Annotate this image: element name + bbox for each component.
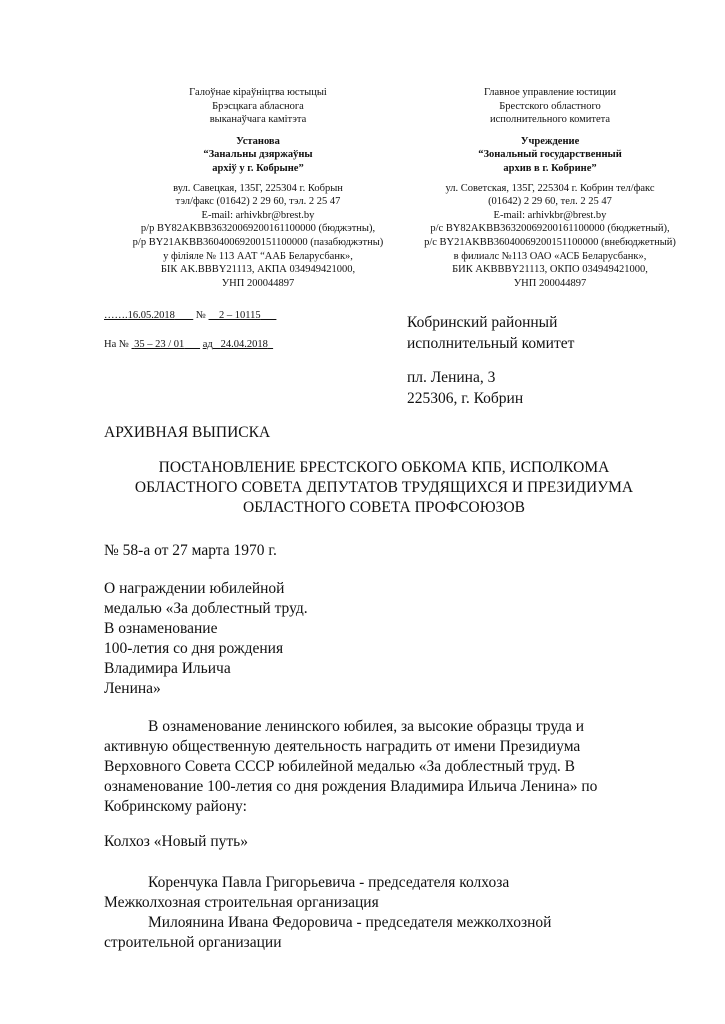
body-line: активную общественную деятельность наградить от имени Президиума <box>104 738 581 755</box>
left-contact-line: тэл/факс (01642) 2 29 60, тэл. 2 25 47 <box>175 196 341 208</box>
resolution-heading <box>104 458 664 518</box>
left-org-line: Галоўнае кіраўніцтва юстыцыі <box>189 87 327 98</box>
body-line: Кобринскому району: <box>104 798 247 815</box>
incoming-reference <box>104 339 273 350</box>
left-contact-line: р/р BY82AKBB36320069200161100000 (бюджэтны), <box>140 223 376 235</box>
subject-line: медалью «За доблестный труд. <box>104 600 308 617</box>
address-line: 225306, г. Кобрин <box>407 390 524 407</box>
right-inst-name: архив в г. Кобрине” <box>503 162 597 174</box>
right-org-line: исполнительного комитета <box>489 114 611 126</box>
document-title: АРХИВНАЯ ВЫПИСКА <box>104 424 271 441</box>
right-inst-name: “Зональный государственный <box>478 149 622 161</box>
subject-line: 100-летия со дня рождения <box>104 640 284 657</box>
org-construction: Межколхозная строительная организация <box>104 894 379 911</box>
left-contact-line: БІК AK.BBBY21113, АКПА 034949421000, <box>160 264 356 276</box>
right-org-line: Брестского областного <box>499 100 601 112</box>
left-email: E-mail: arhivkbr@brest.by <box>201 209 315 221</box>
left-letterhead <box>108 86 408 290</box>
awardee-line: строительной организации <box>104 934 282 951</box>
left-org-line: Брэсцкага абласнога <box>212 100 304 112</box>
right-inst-label: Учреждение <box>520 135 580 147</box>
left-org-line: выканаўчага камітэта <box>209 114 307 126</box>
subject <box>104 579 308 699</box>
awardee-line: Коренчука Павла Григорьевича - председателя колхоза <box>148 874 510 891</box>
right-contact-line: в филиалс №113 ОАО «АСБ Беларусбанк», <box>453 250 647 262</box>
subject-line: В ознаменование <box>104 620 218 637</box>
right-contact-line: БИК AKBBBY21113, ОКПО 034949421000, <box>452 264 648 276</box>
incoming-date: 24.04.2018 <box>220 339 268 350</box>
recipient-line: исполнительный комитет <box>407 335 575 352</box>
incoming-from-label: ад <box>202 339 213 350</box>
body-line: ознаменование 100-летия со дня рождения Владимира Ильича Ленина» по <box>104 778 598 795</box>
recipient-address <box>407 367 523 409</box>
left-inst-name: “Занальны дзяржаўны <box>203 149 313 161</box>
right-contact-line: р/с BY21AKBB36040069200151100000 (внебюджетный) <box>424 236 676 248</box>
body-line: Верховного Совета СССР юбилейной медалью «За доблестный труд. В <box>104 758 575 775</box>
address-line: пл. Ленина, 3 <box>407 369 496 386</box>
recipient-line: Кобринский районный <box>407 314 558 331</box>
incoming-number: 35 – 23 / 01 <box>134 339 185 350</box>
resolution-line: ПОСТАНОВЛЕНИЕ БРЕСТСКОГО ОБКОМА КПБ, ИСПОЛКОМА <box>158 459 610 476</box>
right-org-line: Главное управление юстиции <box>483 87 616 98</box>
resolution-line: ОБЛАСТНОГО СОВЕТА ДЕПУТАТОВ ТРУДЯЩИХСЯ И ПРЕЗИДИУМА <box>134 479 634 496</box>
right-letterhead <box>400 86 700 290</box>
right-contact-line: (01642) 2 29 60, тел. 2 25 47 <box>488 196 612 208</box>
subject-line: О награждении юбилейной <box>104 580 285 597</box>
body-paragraph <box>104 717 597 817</box>
right-contact-line: ул. Советская, 135Г, 225304 г. Кобрин тел/факс <box>445 182 655 194</box>
subject-line: Ленина» <box>104 680 161 697</box>
outgoing-number: 2 – 10115 <box>219 310 261 321</box>
left-inst-name: архіў у г. Кобрыне” <box>212 162 304 174</box>
left-inst-label: Установа <box>236 135 280 147</box>
body-line: В ознаменование ленинского юбилея, за высокие образцы труда и <box>148 718 585 735</box>
org-kolkhoz: Колхоз «Новый путь» <box>104 833 248 850</box>
outgoing-reference <box>104 310 276 321</box>
recipient <box>407 312 574 354</box>
outgoing-no-label: № <box>195 310 206 321</box>
resolution-line: ОБЛАСТНОГО СОВЕТА ПРОФСОЮЗОВ <box>243 499 525 516</box>
outgoing-prefix: ……. <box>104 310 128 321</box>
left-contact-line: р/р BY21AKBB36040069200151100000 (пазабюджэтны) <box>132 236 384 248</box>
left-contact-line: у філіяле № 113 ААТ “ААБ Беларусбанк», <box>163 250 353 262</box>
outgoing-date: 16.05.2018 <box>127 310 175 321</box>
resolution-number: № 58-а от 27 марта 1970 г. <box>104 542 277 559</box>
incoming-label: На № <box>104 339 129 350</box>
awardees <box>104 873 551 953</box>
awardee-line: Милоянина Ивана Федоровича - председателя межколхозной <box>148 914 552 931</box>
right-contact-line: УНП 200044897 <box>513 277 587 289</box>
subject-line: Владимира Ильича <box>104 660 231 677</box>
left-contact-line: УНП 200044897 <box>221 277 295 289</box>
right-email: E-mail: arhivkbr@brest.by <box>493 209 607 221</box>
left-contact-line: вул. Савецкая, 135Г, 225304 г. Кобрын <box>173 182 343 194</box>
right-contact-line: р/с BY82AKBB36320069200161100000 (бюджетный), <box>430 223 670 235</box>
